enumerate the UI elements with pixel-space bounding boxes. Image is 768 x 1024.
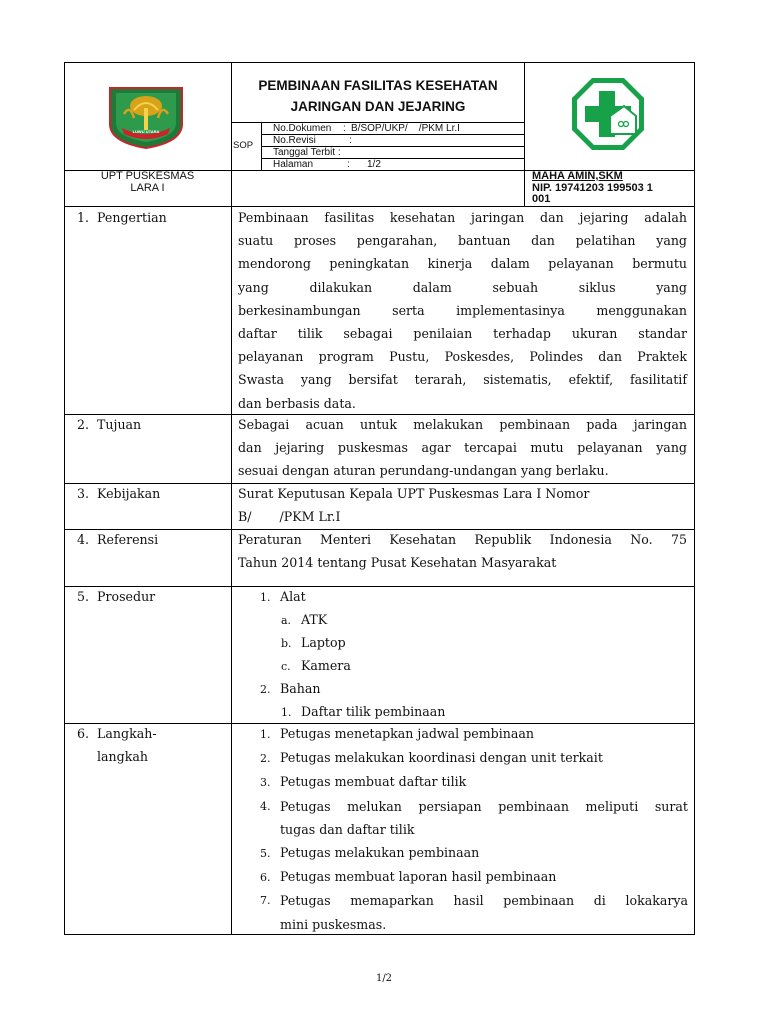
signer-block (532, 171, 653, 206)
list-text: Petugas membuat laporan hasil pembinaan (280, 869, 557, 885)
meta-sep: : (349, 135, 352, 146)
list-item (260, 913, 688, 936)
list-marker: 6. (260, 871, 271, 885)
header-divider-left (231, 62, 232, 935)
list-text: Kamera (301, 658, 351, 673)
list-marker: 4. (260, 799, 271, 813)
text-line: pelayanan program Pustu, Poskesdes, Polindes dan Praktek (238, 349, 687, 365)
meta-row-no-dokumen (273, 123, 460, 134)
meta-value: 1/2 (367, 159, 381, 170)
text-line: berkesinambungan serta implementasinya menggunakan (238, 302, 687, 318)
org-line-1: UPT PUSKESMAS (100, 170, 195, 182)
text-line: sesuai dengan aturan perundang-undangan yang berlaku. (238, 463, 609, 479)
list-text: Petugas melukan persiapan pembinaan meliputi surat (280, 798, 688, 814)
text-line: Pembinaan fasilitas kesehatan jaringan dan jejaring adalah (238, 210, 687, 225)
list-text: Daftar tilik pembinaan (301, 704, 446, 719)
signer-nip-1: NIP. 19741203 199503 1 (532, 181, 653, 194)
list-item (260, 770, 688, 794)
section-body-pengertian (238, 206, 687, 415)
sop-label: SOP (233, 140, 254, 151)
list-item (260, 722, 688, 746)
text-line: yang dilakukan dalam sebuah siklus yang (238, 279, 687, 295)
title-line-2: JARINGAN DAN JEJARING (290, 99, 466, 114)
text-line: dan berbasis data. (238, 395, 356, 411)
row-separator-4 (64, 586, 695, 587)
list-item (260, 865, 688, 889)
meta-sep: : (337, 147, 341, 158)
text-line: mendorong peningkatan kinerja dalam pelayanan bermutu (238, 256, 687, 272)
org-line-2: LARA I (130, 181, 165, 194)
list-marker: 1. (260, 591, 271, 604)
list-text: Petugas menetapkan jadwal pembinaan (280, 726, 534, 741)
section-label-langkah (77, 722, 157, 768)
text-line: dan jejaring puskesmas agar tercapai mutu pelayanan yang (238, 440, 687, 456)
meta-sep: : (347, 159, 350, 170)
list-text: mini puskesmas. (280, 916, 387, 932)
section-label-prosedur: 5. Prosedur (77, 589, 156, 604)
meta-row-no-revisi (273, 135, 357, 146)
list-marker: 7. (260, 894, 271, 908)
text-line: Swasta yang bersifat terarah, sistematis, efektif, fasilitatif (238, 372, 687, 388)
list-text: Alat (280, 589, 306, 604)
list-item (260, 746, 688, 770)
list-item (260, 677, 321, 701)
table-border-right (694, 62, 695, 935)
section-label-tujuan: 2. Tujuan (77, 417, 142, 432)
meta-label: Tanggal Terbit (273, 147, 336, 158)
list-item (260, 585, 306, 609)
signer-nip-2: 001 (532, 193, 551, 205)
puskesmas-logo-icon (570, 76, 646, 152)
section-body-tujuan (238, 413, 687, 483)
list-text: Petugas membuat daftar tilik (280, 774, 467, 790)
text-line: Tahun 2014 tentang Pusat Kesehatan Masyarakat (238, 555, 557, 571)
meta-label: Halaman (273, 159, 314, 170)
section-body-referensi (238, 528, 687, 574)
list-text: Petugas melakukan pembinaan (280, 845, 480, 861)
page-number: 1/2 (375, 973, 393, 984)
text-line: Sebagai acuan untuk melakukan pembinaan pada jaringan (238, 417, 687, 432)
text-line: suatu proses pengarahan, bantuan dan pelatihan yang (238, 233, 687, 249)
list-item (260, 818, 688, 841)
text-line: B/ /PKM Lr.I (238, 509, 341, 525)
regency-emblem-icon (104, 84, 188, 150)
signer-name: MAHA AMIN,SKM (532, 170, 623, 182)
list-marker: 1. (260, 728, 271, 741)
list-text: tugas dan daftar tilik (280, 821, 415, 837)
list-text: Petugas memaparkan hasil pembinaan di lokakarya (280, 893, 688, 909)
label-line-2: langkah (97, 749, 148, 764)
section-label-kebijakan: 3. Kebijakan (77, 486, 161, 501)
organization-name (64, 171, 231, 194)
list-marker: a. (281, 614, 292, 627)
section-label-pengertian: 1. Pengertian (77, 210, 167, 225)
list-text: Laptop (301, 635, 346, 650)
list-item (281, 608, 327, 632)
text-line: Peraturan Menteri Kesehatan Republik Indonesia No. 75 (238, 532, 687, 547)
label-line-1: 6. Langkah- (77, 726, 157, 741)
steps-list (260, 722, 688, 936)
meta-row-halaman (273, 159, 381, 170)
list-item (281, 700, 445, 724)
list-item (281, 631, 346, 655)
title-line-1: PEMBINAAN FASILITAS KESEHATAN (258, 78, 498, 93)
list-item (260, 795, 688, 818)
list-marker: b. (281, 637, 292, 650)
list-marker: 2. (260, 683, 271, 696)
text-line: Surat Keputusan Kepala UPT Puskesmas Lara I Nomor (238, 486, 590, 501)
meta-label: No.Dokumen (273, 123, 332, 134)
meta-value: B/SOP/UKP/ /PKM Lr.I (351, 123, 460, 134)
list-item (260, 889, 688, 912)
list-marker: 1. (281, 706, 292, 719)
list-marker: 2. (260, 752, 271, 766)
list-marker: c. (281, 660, 291, 673)
list-marker: 5. (260, 847, 271, 861)
text-line: daftar tilik sebagai penilaian terhadap ukuran standar (238, 326, 687, 342)
section-body-kebijakan (238, 482, 687, 528)
list-item (260, 841, 688, 865)
table-border-top (64, 62, 695, 63)
meta-label: No.Revisi (273, 135, 316, 146)
list-text: Bahan (280, 681, 321, 696)
list-marker: 3. (260, 776, 271, 790)
meta-row-tanggal-terbit (273, 147, 341, 158)
meta-sep: : (343, 123, 346, 134)
list-text: Petugas melakukan koordinasi dengan unit terkait (280, 750, 603, 766)
regency-emblem-text: LUWU UTARA (132, 129, 160, 134)
section-label-referensi: 4. Referensi (77, 532, 159, 547)
list-text: ATK (301, 612, 328, 627)
document-title (232, 75, 524, 117)
list-item (281, 654, 351, 678)
